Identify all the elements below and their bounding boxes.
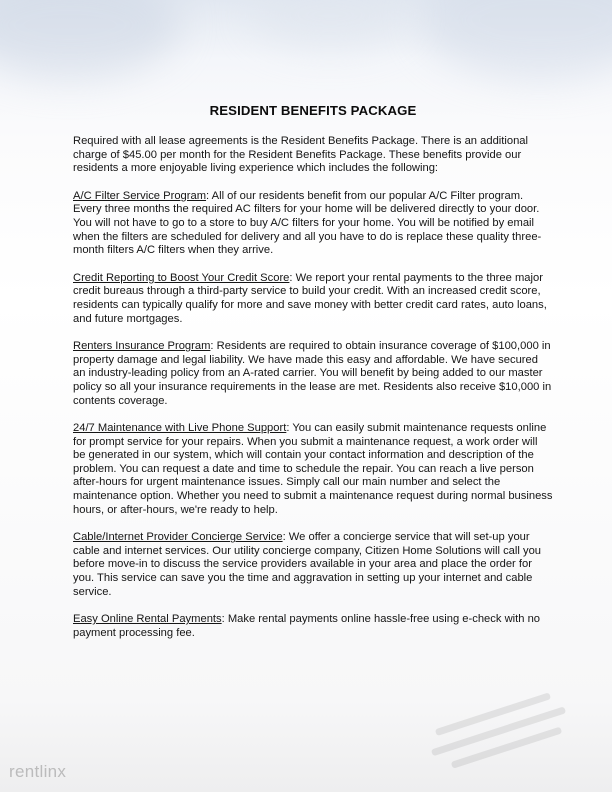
benefit-concierge	[73, 531, 553, 599]
benefit-label: Cable/Internet Provider Concierge Service	[73, 531, 283, 544]
benefit-text: : You can easily submit maintenance requests online for prompt service for your repairs. When you submit a maintenance request, a work order will be generated in our system, which will contain your contact information and description of the problem. You can request a date and time to schedule the repair. You can reach a live person after-hours for urgent maintenance issues. Simply call our main number and select the maintenance option. Whether you need to submit a maintenance request during normal business hours, or after-hours, we're ready to help.	[73, 422, 553, 516]
benefit-label: A/C Filter Service Program	[73, 189, 207, 202]
benefit-text: : We offer a concierge service that will set-up your cable and internet services. Our utility concierge company, Citizen Home Solutions will call you before move-in to discuss the service providers available in your area and place the order for you. This service can save you the time and aggravation in setting up your internet and cable service.	[73, 531, 542, 598]
benefit-label: 24/7 Maintenance with Live Phone Support	[73, 422, 287, 435]
benefit-label: Credit Reporting to Boost Your Credit Score	[73, 271, 290, 284]
scan-shadow	[0, 0, 180, 80]
scan-shadow	[420, 0, 612, 80]
document-body	[73, 103, 553, 654]
benefit-text: : We report your rental payments to the three major credit bureaus through a third-party service to build your credit. With an increased credit score, residents can typically qualify for more and save money with better credit card rates, auto loans, and future mortgages.	[73, 271, 547, 325]
rentlinx-watermark: rentlinx	[9, 762, 67, 781]
benefit-ac-filter	[73, 190, 553, 258]
benefit-text: : Residents are required to obtain insurance coverage of $100,000 in property damage and legal liability. We have made this easy and affordable. We have secured an industry-leading policy from an A-rated carrier. You will benefit by being added to our master policy so all your insurance requirements in the lease are met. Residents also receive $10,000 in contents coverage.	[73, 340, 552, 407]
benefit-online-payments	[73, 613, 553, 640]
benefit-label: Renters Insurance Program	[73, 340, 211, 353]
benefit-renters-insurance	[73, 340, 553, 408]
benefit-label: Easy Online Rental Payments	[73, 613, 222, 626]
benefit-text: : All of our residents benefit from our popular A/C Filter program. Every three months the required AC filters for your home will be delivered directly to your door. You will not have to go to a store to buy A/C filters for your home. You will be notified by email when the filters are scheduled for delivery and all you have to do is replace these quality three-month filters A/C filters when they arrive.	[73, 189, 542, 257]
benefit-maintenance	[73, 422, 553, 517]
scan-shadow	[250, 0, 410, 50]
intro-paragraph: Required with all lease agreements is the Resident Benefits Package. There is an additional charge of $45.00 per month for the Resident Benefits Package. These benefits provide our residents a more enjoyable living experience which includes the following:	[73, 135, 529, 175]
document-title: RESIDENT BENEFITS PACKAGE	[209, 103, 417, 118]
faded-stamp-mark	[420, 690, 590, 780]
benefit-credit-reporting	[73, 272, 553, 326]
benefit-text: : Make rental payments online hassle-free using e-check with no payment processing fee.	[73, 613, 541, 639]
